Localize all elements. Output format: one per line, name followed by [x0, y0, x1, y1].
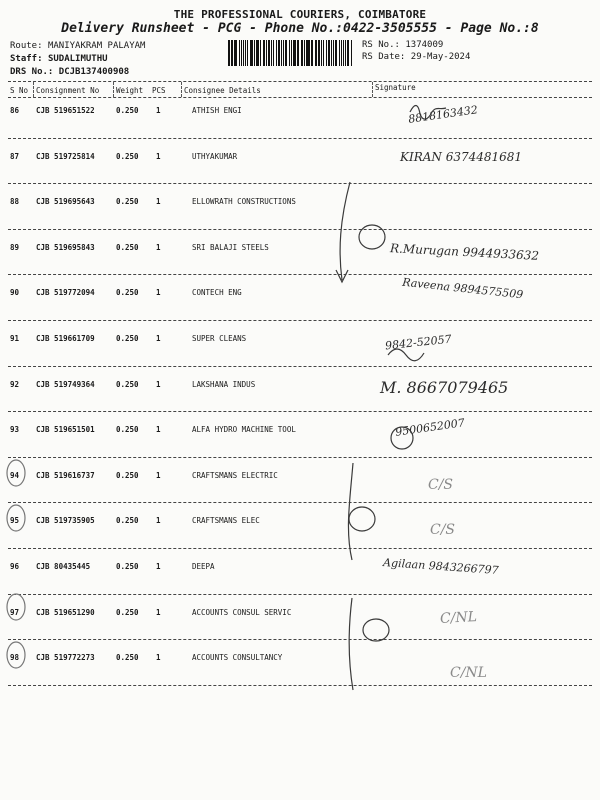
- drs-label: DRS No.:: [10, 67, 54, 77]
- row-pcs: 1: [156, 242, 161, 252]
- header-bottom-rule: [8, 97, 592, 98]
- barcode-bar: [273, 40, 274, 66]
- row-consignee: CRAFTSMANS ELECTRIC: [192, 470, 278, 480]
- barcode-bar: [289, 40, 290, 66]
- row-signature: R.Murugan 9944933632: [389, 240, 540, 263]
- row-consignee: SRI BALAJI STEELS: [192, 242, 269, 252]
- barcode-bar: [331, 40, 332, 66]
- row-pcs: 1: [156, 425, 161, 435]
- runsheet-title: Delivery Runsheet - PCG - Phone No.:0422-3505555 - Page No.:8: [61, 21, 539, 36]
- barcode-bar: [278, 40, 280, 66]
- barcode-bar: [241, 40, 243, 66]
- row-consignment-no: CJB 519735905: [36, 516, 95, 526]
- row-pcs: 1: [156, 379, 161, 389]
- row-separator: [8, 274, 592, 275]
- row-weight: 0.250: [116, 151, 139, 161]
- row-signature: C/S: [430, 522, 456, 539]
- row-separator: [8, 502, 592, 503]
- pen-circle: [363, 619, 389, 641]
- barcode-bar: [339, 40, 340, 66]
- row-signature: C/NL: [450, 665, 487, 682]
- barcode-bar: [239, 40, 240, 66]
- barcode-bar: [228, 40, 230, 66]
- row-sno: 92: [10, 379, 20, 389]
- staff-label: Staff:: [10, 54, 43, 64]
- row-sno: 93: [10, 425, 20, 435]
- barcode-bar: [301, 40, 303, 66]
- row-separator: [8, 594, 592, 595]
- barcode-bar: [276, 40, 277, 66]
- row-signature: C/NL: [439, 608, 478, 627]
- row-separator: [8, 138, 592, 139]
- row-pcs: 1: [156, 334, 161, 343]
- row-pcs: 1: [156, 607, 161, 617]
- row-pcs: 1: [156, 653, 161, 663]
- row-sno: 96: [10, 562, 20, 571]
- barcode-bar: [254, 40, 255, 66]
- col-header-signature: Signature: [375, 83, 416, 92]
- route-label: Route:: [10, 41, 43, 51]
- barcode-bar: [283, 40, 284, 66]
- row-signature: C/S: [428, 476, 454, 493]
- barcode-bar: [231, 40, 232, 66]
- row-signature: KIRAN 6374481681: [400, 149, 523, 164]
- row-sno: 98: [10, 653, 20, 663]
- col-header-consignment: Consignment No: [36, 86, 100, 95]
- row-consignment-no: CJB 519772273: [36, 653, 95, 663]
- rs-date-line: [362, 52, 470, 62]
- barcode-bar: [341, 40, 343, 66]
- barcode-bar: [281, 40, 282, 66]
- barcode-bar: [257, 40, 259, 66]
- row-separator: [8, 366, 592, 367]
- row-weight: 0.250: [116, 197, 139, 207]
- row-separator: [8, 685, 592, 686]
- pen-line: [349, 598, 353, 690]
- pen-line: [340, 182, 350, 280]
- rs-date-label: RS Date:: [362, 52, 406, 62]
- barcode-bar: [268, 40, 270, 66]
- barcode-bar: [316, 40, 317, 66]
- barcode-bar: [260, 40, 261, 66]
- row-sno: 90: [10, 288, 20, 298]
- row-separator: [8, 320, 592, 321]
- barcode-bar: [311, 40, 313, 66]
- row-weight: 0.250: [116, 379, 139, 389]
- row-signature: 9842-52057: [384, 332, 453, 353]
- row-consignee: ATHISH ENGI: [192, 106, 242, 115]
- row-signature: M. 8667079465: [380, 377, 509, 397]
- barcode-bar: [307, 40, 309, 66]
- row-sno: 89: [10, 242, 20, 252]
- column-divider: [33, 82, 34, 97]
- row-pcs: 1: [156, 288, 161, 298]
- row-consignment-no: CJB 519725814: [36, 151, 95, 161]
- row-consignment-no: CJB 519651501: [36, 425, 95, 435]
- company-title: THE PROFESSIONAL COURIERS, COIMBATORE: [173, 8, 427, 21]
- row-consignment-no: CJB 519616737: [36, 470, 95, 480]
- barcode-bar: [271, 40, 273, 66]
- barcode-bar: [293, 40, 295, 66]
- staff-line: [10, 54, 108, 64]
- barcode-bar: [263, 40, 265, 66]
- pen-circle: [349, 507, 375, 531]
- barcode-bar: [250, 40, 252, 66]
- row-consignment-no: CJB 519749364: [36, 379, 95, 389]
- barcode-image: [228, 40, 353, 66]
- row-sno: 94: [10, 470, 20, 480]
- barcode-bar: [247, 40, 249, 66]
- column-divider: [181, 82, 182, 97]
- row-consignee: CONTECH ENG: [192, 288, 242, 298]
- row-separator: [8, 229, 592, 230]
- row-consignee: CRAFTSMANS ELEC: [192, 516, 260, 526]
- barcode-bar: [297, 40, 298, 66]
- route-value: MANIYAKRAM PALAYAM: [47, 41, 146, 51]
- row-pcs: 1: [156, 562, 161, 571]
- pen-line: [348, 463, 353, 560]
- barcode-bar: [345, 40, 346, 66]
- col-header-consignee: Consignee Details: [184, 86, 261, 95]
- barcode-bar: [321, 40, 322, 66]
- row-consignment-no: CJB 519651290: [36, 607, 95, 617]
- row-pcs: 1: [156, 516, 161, 526]
- barcode-bar: [326, 40, 327, 66]
- row-weight: 0.250: [116, 470, 139, 480]
- drs-line: [10, 67, 129, 77]
- rs-date-value: 29-May-2024: [410, 52, 471, 62]
- row-weight: 0.250: [116, 334, 139, 343]
- barcode-bar: [245, 40, 246, 66]
- row-weight: 0.250: [116, 288, 139, 298]
- row-consignee: ACCOUNTS CONSUL SERVIC: [192, 607, 292, 617]
- row-consignment-no: CJB 519772094: [36, 288, 95, 298]
- barcode-bar: [291, 40, 293, 66]
- barcode-bar: [256, 40, 257, 66]
- row-signature: 9500652007: [394, 416, 466, 439]
- row-sno: 95: [10, 516, 20, 526]
- row-weight: 0.250: [116, 653, 139, 663]
- col-header-sno: S No: [10, 86, 29, 95]
- barcode-bar: [285, 40, 287, 66]
- row-separator: [8, 411, 592, 412]
- row-consignment-no: CJB 519651522: [36, 106, 95, 115]
- row-sno: 91: [10, 334, 20, 343]
- row-sno: 88: [10, 197, 20, 207]
- row-consignment-no: CJB 519695843: [36, 242, 95, 252]
- barcode-bar: [335, 40, 337, 66]
- row-sno: 87: [10, 151, 20, 161]
- rs-no-value: 1374009: [405, 40, 444, 50]
- route-line: [10, 41, 145, 51]
- row-consignee: ACCOUNTS CONSULTANCY: [192, 653, 283, 663]
- barcode-bar: [315, 40, 316, 66]
- col-header-weight: Weight: [116, 86, 144, 95]
- barcode-bar: [304, 40, 305, 66]
- row-consignment-no: CJB 80435445: [36, 562, 91, 571]
- row-consignment-no: CJB 519661709: [36, 334, 95, 343]
- row-consignee: LAKSHANA INDUS: [192, 379, 256, 389]
- row-weight: 0.250: [116, 562, 139, 571]
- row-consignee: UTHYAKUMAR: [192, 151, 238, 161]
- row-consignee: DEEPA: [192, 562, 215, 571]
- drs-value: DCJB137400908: [58, 67, 130, 77]
- barcode-bar: [333, 40, 334, 66]
- row-signature: Raveena 9894575509: [401, 276, 524, 302]
- pen-arrow: [336, 270, 348, 282]
- row-pcs: 1: [156, 197, 161, 207]
- row-sno: 86: [10, 106, 20, 115]
- row-consignee: ELLOWRATH CONSTRUCTIONS: [192, 197, 296, 207]
- barcode-bar: [243, 40, 244, 66]
- row-pcs: 1: [156, 470, 161, 480]
- row-weight: 0.250: [116, 607, 139, 617]
- row-signature: 8818163432: [407, 103, 479, 126]
- rs-no-line: [362, 40, 443, 50]
- barcode-bar: [234, 40, 236, 66]
- row-weight: 0.250: [116, 516, 139, 526]
- barcode-bar: [318, 40, 320, 66]
- rs-no-label: RS No.:: [362, 40, 400, 50]
- row-signature: Agilaan 9843266797: [382, 555, 500, 578]
- row-separator: [8, 639, 592, 640]
- barcode-bar: [343, 40, 344, 66]
- row-weight: 0.250: [116, 425, 139, 435]
- header-top-rule: [8, 81, 592, 82]
- barcode-bar: [351, 40, 352, 66]
- barcode-bar: [298, 40, 299, 66]
- row-consignee: ALFA HYDRO MACHINE TOOL: [192, 425, 296, 435]
- staff-value: SUDALIMUTHU: [47, 54, 108, 64]
- barcode-bar: [266, 40, 267, 66]
- row-separator: [8, 183, 592, 184]
- row-weight: 0.250: [116, 242, 139, 252]
- row-weight: 0.250: [116, 106, 139, 115]
- barcode-bar: [306, 40, 307, 66]
- row-pcs: 1: [156, 106, 161, 115]
- row-consignment-no: CJB 519695643: [36, 197, 95, 207]
- column-divider: [113, 82, 114, 97]
- row-separator: [8, 548, 592, 549]
- barcode-bar: [232, 40, 233, 66]
- barcode-bar: [328, 40, 330, 66]
- row-consignee: SUPER CLEANS: [192, 334, 247, 343]
- row-pcs: 1: [156, 151, 161, 161]
- column-divider: [372, 82, 373, 97]
- row-separator: [8, 457, 592, 458]
- row-sno: 97: [10, 607, 20, 617]
- barcode-bar: [323, 40, 325, 66]
- barcode-bar: [347, 40, 349, 66]
- col-header-pcs: PCS: [152, 86, 166, 95]
